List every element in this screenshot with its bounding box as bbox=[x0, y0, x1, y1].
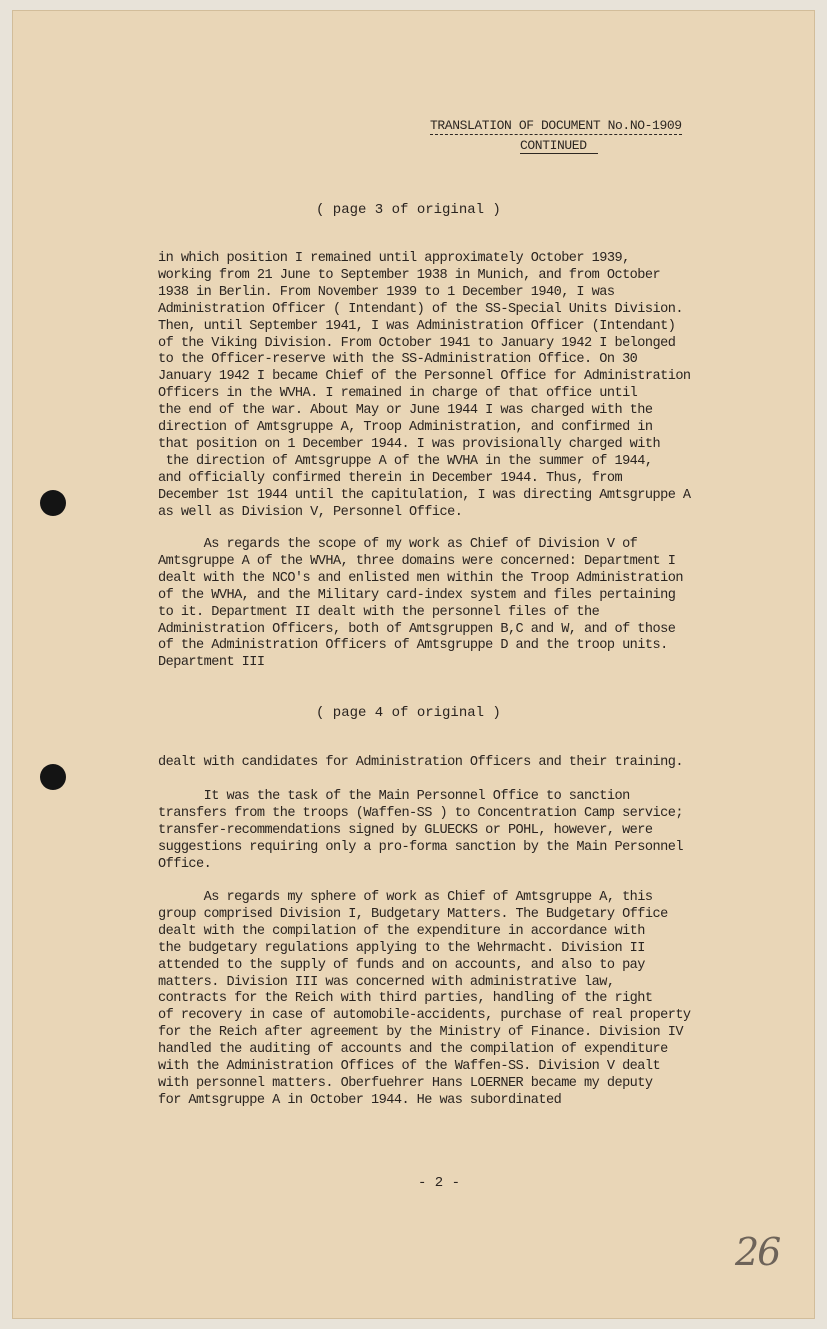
text-line: Administration Officer ( Intendant) of the SS-Special Units Division. bbox=[158, 301, 683, 317]
text-line: for the Reich after agreement by the Ministry of Finance. Division IV bbox=[158, 1025, 683, 1041]
text-line: January 1942 I became Chief of the Personnel Office for Administration bbox=[158, 369, 691, 385]
text-line: the budgetary regulations applying to the Wehrmacht. Division II bbox=[158, 940, 645, 956]
text-line: of the WVHA, and the Military card-index system and files pertaining bbox=[158, 587, 676, 603]
paragraph-2 bbox=[158, 537, 758, 672]
text-line: suggestions requiring only a pro-forma sanction by the Main Personnel bbox=[158, 839, 683, 855]
paragraph-4 bbox=[158, 789, 758, 874]
text-line: transfers from the troops (Waffen-SS ) to Concentration Camp service; bbox=[158, 805, 683, 821]
header-continued: CONTINUED bbox=[520, 138, 598, 154]
text-line: group comprised Division I, Budgetary Matters. The Budgetary Office bbox=[158, 906, 668, 922]
text-line: Then, until September 1941, I was Administration Officer (Intendant) bbox=[158, 318, 676, 334]
punch-hole-lower bbox=[40, 764, 66, 790]
text-line: and officially confirmed therein in December 1944. Thus, from bbox=[158, 470, 623, 486]
text-line: matters. Division III was concerned with administrative law, bbox=[158, 974, 615, 990]
text-line: As regards my sphere of work as Chief of Amtsgruppe A, this bbox=[158, 890, 653, 905]
text-line: of recovery in case of automobile-accidents, purchase of real property bbox=[158, 1008, 691, 1024]
text-line: for Amtsgruppe A in October 1944. He was subordinated bbox=[158, 1092, 562, 1108]
text-line: Office. bbox=[158, 856, 212, 872]
text-line: to the Officer-reserve with the SS-Administration Office. On 30 bbox=[158, 352, 638, 368]
text-line: 1938 in Berlin. From November 1939 to 1 December 1940, I was bbox=[158, 284, 615, 300]
text-line: of the Administration Officers of Amtsgruppe D and the troop units. bbox=[158, 638, 668, 654]
text-line: December 1st 1944 until the capitulation, I was directing Amtsgruppe A bbox=[158, 487, 691, 503]
paragraph-1 bbox=[158, 251, 758, 522]
text-line: contracts for the Reich with third parties, handling of the right bbox=[158, 991, 653, 1007]
text-line: to it. Department II dealt with the personnel files of the bbox=[158, 604, 600, 620]
text-line: with personnel matters. Oberfuehrer Hans LOERNER became my deputy bbox=[158, 1075, 653, 1091]
text-line: the direction of Amtsgruppe A of the WVHA in the summer of 1944, bbox=[158, 453, 653, 469]
text-line: the end of the war. About May or June 1944 I was charged with the bbox=[158, 403, 653, 419]
page-mark-4: ( page 4 of original ) bbox=[316, 705, 501, 721]
text-line: dealt with candidates for Administration Officers and their training. bbox=[158, 755, 683, 770]
text-line: direction of Amtsgruppe A, Troop Administration, and confirmed in bbox=[158, 420, 653, 436]
text-line: handled the auditing of accounts and the compilation of expenditure bbox=[158, 1042, 668, 1058]
text-line: that position on 1 December 1944. I was provisionally charged with bbox=[158, 436, 661, 452]
document-header bbox=[430, 118, 682, 151]
text-line: dealt with the NCO's and enlisted men within the Troop Administration bbox=[158, 570, 683, 586]
text-line: As regards the scope of my work as Chief of Division V of bbox=[158, 537, 638, 552]
punch-hole-upper bbox=[40, 490, 66, 516]
handwritten-page-number: 26 bbox=[735, 1230, 780, 1274]
page-number: - 2 - bbox=[418, 1175, 461, 1191]
text-line: with the Administration Offices of the Waffen-SS. Division V dealt bbox=[158, 1059, 661, 1075]
text-line: Department III bbox=[158, 655, 265, 671]
text-line: dealt with the compilation of the expenditure in accordance with bbox=[158, 923, 645, 939]
text-line: of the Viking Division. From October 1941 to January 1942 I belonged bbox=[158, 335, 676, 351]
text-line: Administration Officers, both of Amtsgruppen B,C and W, and of those bbox=[158, 621, 676, 637]
header-title: TRANSLATION OF DOCUMENT No.NO-1909 bbox=[430, 118, 682, 133]
text-line: working from 21 June to September 1938 in Munich, and from October bbox=[158, 267, 661, 283]
text-line: Amtsgruppe A of the WVHA, three domains were concerned: Department I bbox=[158, 553, 676, 569]
text-line: Officers in the WVHA. I remained in charge of that office until bbox=[158, 386, 638, 402]
text-line: It was the task of the Main Personnel Office to sanction bbox=[158, 789, 630, 804]
paragraph-5 bbox=[158, 890, 758, 1110]
text-line: as well as Division V, Personnel Office. bbox=[158, 504, 463, 520]
page-mark-3: ( page 3 of original ) bbox=[316, 202, 501, 218]
paragraph-3 bbox=[158, 755, 758, 772]
text-line: attended to the supply of funds and on accounts, and also to pay bbox=[158, 957, 645, 973]
text-line: transfer-recommendations signed by GLUECKS or POHL, however, were bbox=[158, 822, 653, 838]
text-line: in which position I remained until approximately October 1939, bbox=[158, 251, 630, 266]
